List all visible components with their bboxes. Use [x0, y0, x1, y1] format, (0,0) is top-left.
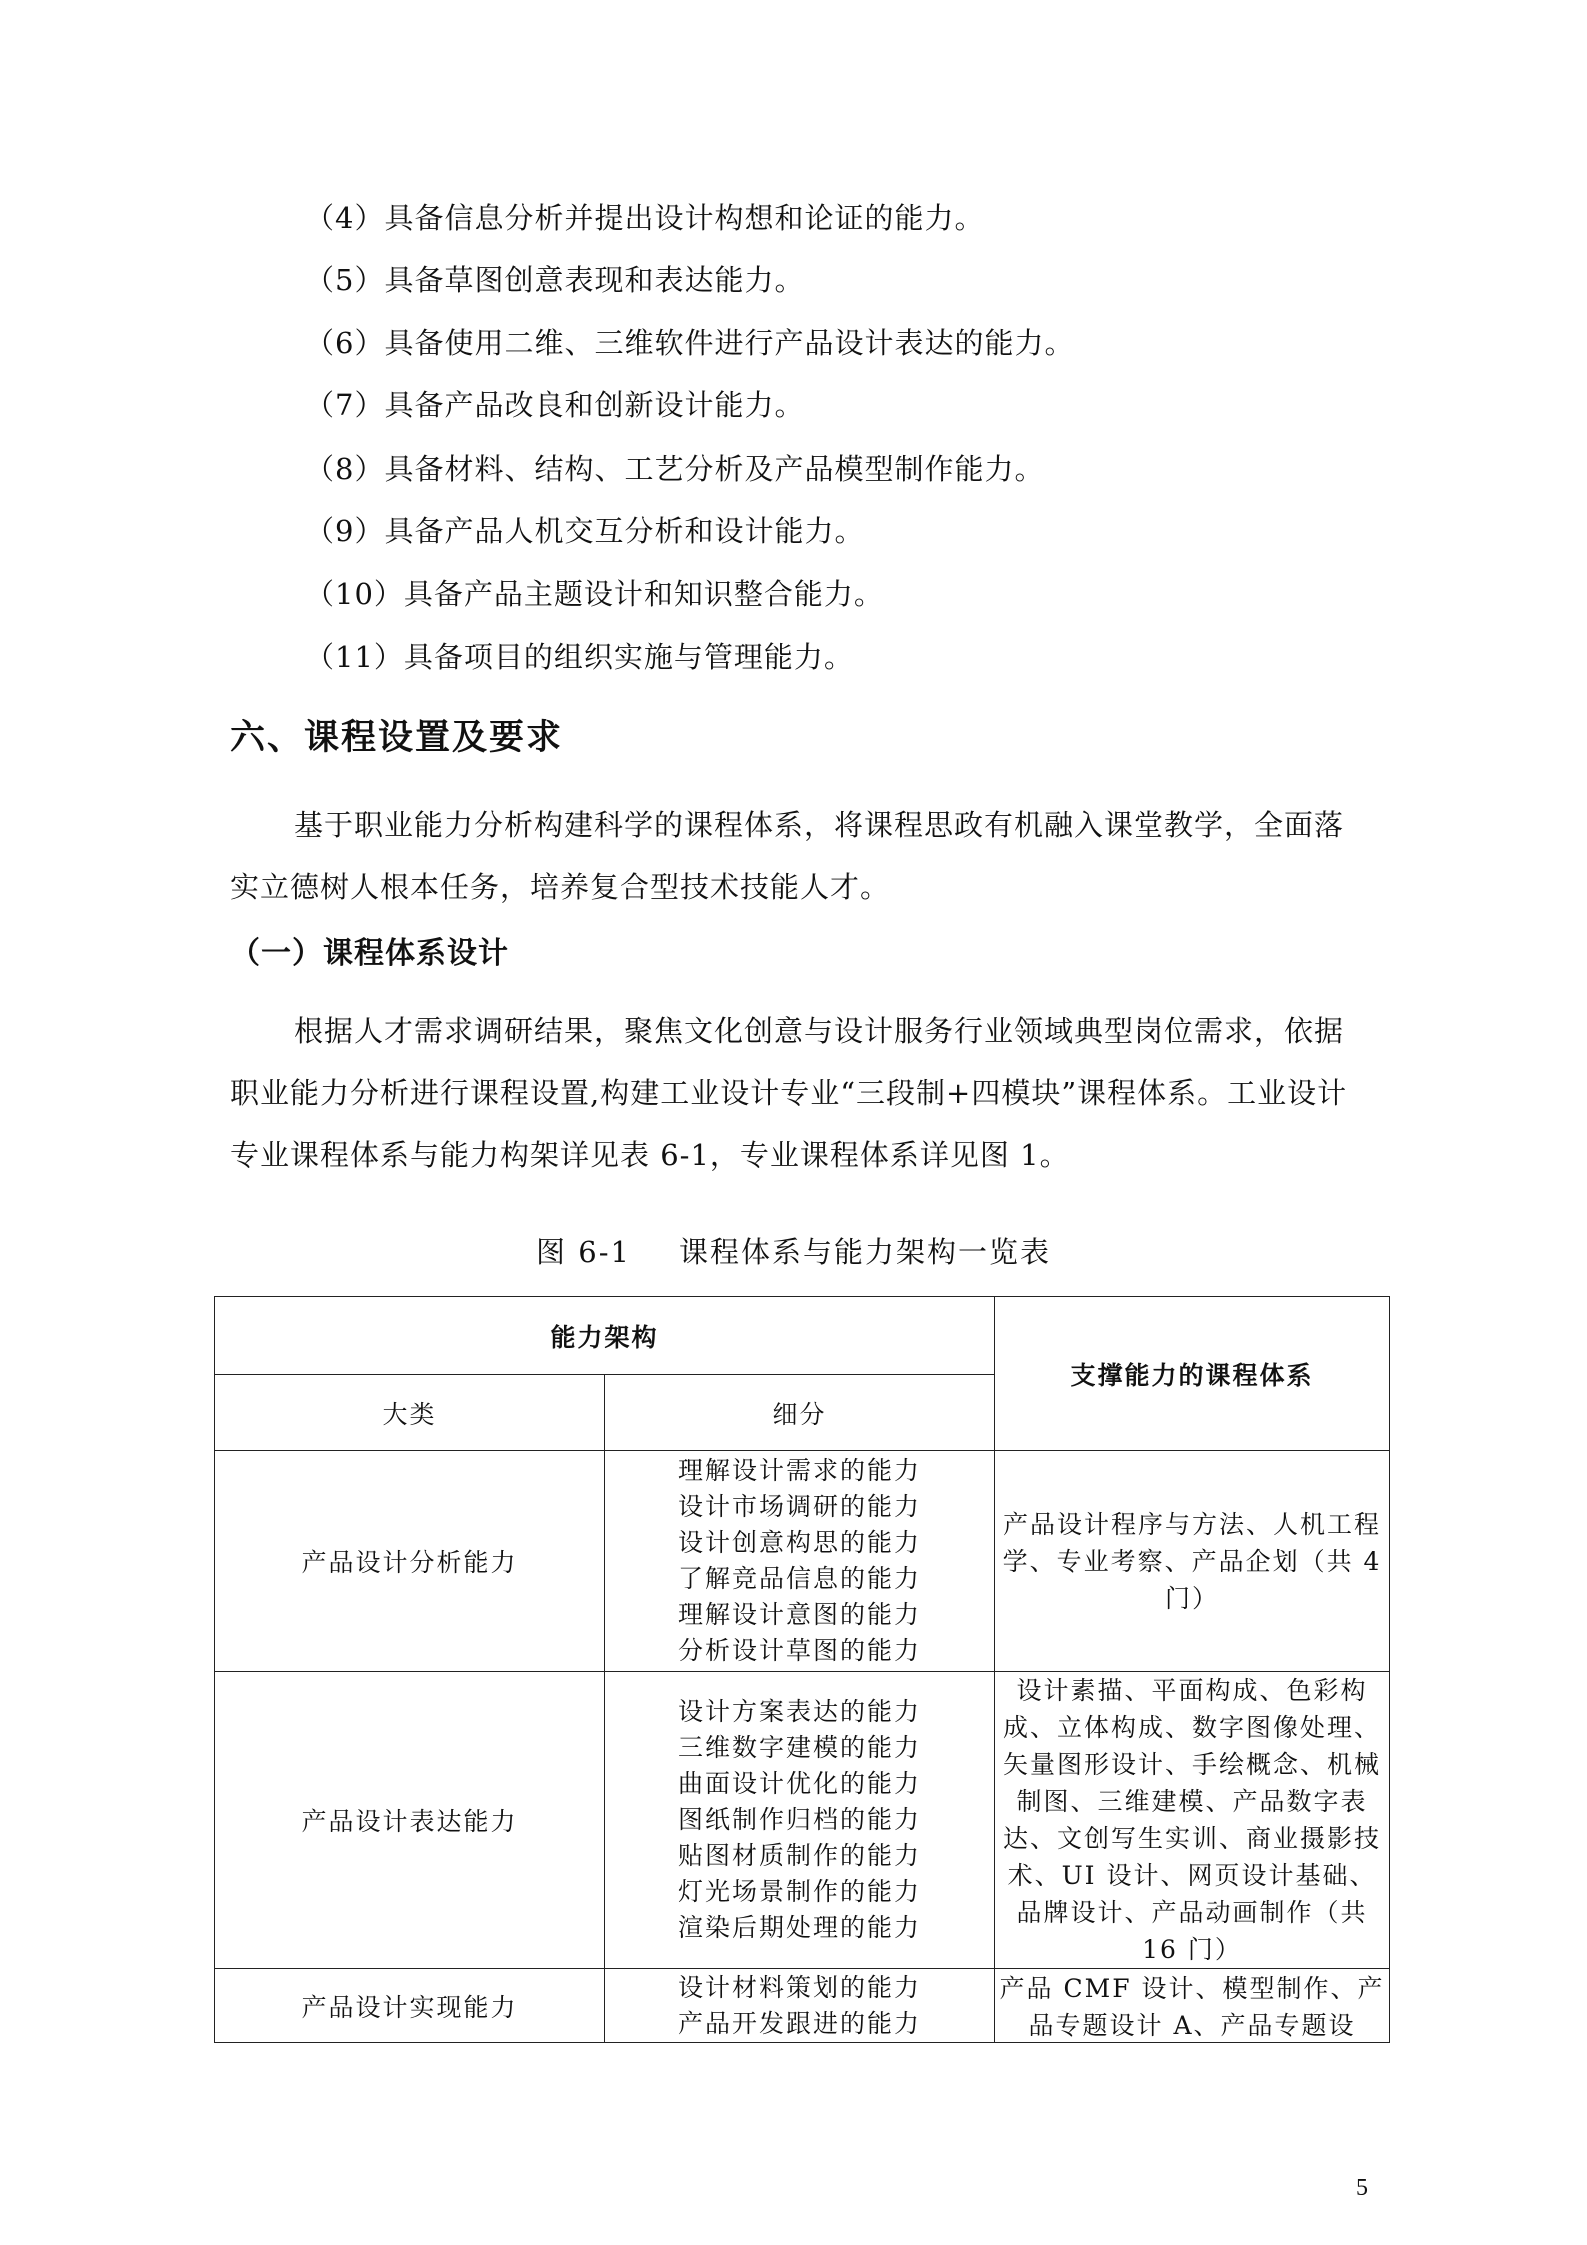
detail-item: 产品开发跟进的能力 — [678, 2008, 922, 2038]
list-item-5: （5）具备草图创意表现和表达能力。 — [305, 263, 805, 297]
row-details — [605, 1672, 995, 1969]
detail-item: 理解设计需求的能力 — [678, 1456, 922, 1485]
detail-item: 图纸制作归档的能力 — [678, 1805, 922, 1834]
table-caption — [0, 1230, 1587, 1271]
subsection-paragraph: 根据人才需求调研结果，聚焦文化创意与设计服务行业领域典型岗位需求，依据职业能力分析进行课程设置,构建工业设计专业“三段制+四模块”课程体系。工业设计专业课程体系与能力构架详见表 6-1，专业课程体系详见图 1。 — [230, 1014, 1348, 1172]
list-item-9: （9）具备产品人机交互分析和设计能力。 — [305, 514, 865, 548]
detail-item: 贴图材质制作的能力 — [678, 1841, 922, 1870]
table-row — [215, 1672, 1390, 1969]
list-item-4: （4）具备信息分析并提出设计构想和论证的能力。 — [305, 201, 985, 235]
list-item-10: （10）具备产品主题设计和知识整合能力。 — [305, 577, 884, 611]
detail-item: 灯光场景制作的能力 — [678, 1877, 922, 1906]
detail-item: 理解设计意图的能力 — [678, 1600, 922, 1629]
row-courses — [995, 1969, 1390, 2043]
detail-item: 三维数字建模的能力 — [678, 1733, 922, 1762]
header-supporting-courses: 支撑能力的课程体系 — [995, 1297, 1390, 1451]
row-category: 产品设计分析能力 — [215, 1451, 605, 1672]
row-category: 产品设计实现能力 — [215, 1969, 605, 2043]
header-detail: 细分 — [605, 1375, 995, 1451]
ability-course-table — [214, 1296, 1390, 2043]
section-title: 六、课程设置及要求 — [230, 718, 564, 758]
section-intro: 基于职业能力分析构建科学的课程体系，将课程思政有机融入课堂教学，全面落实立德树人根本任务，培养复合型技术技能人才。 — [230, 808, 1345, 904]
list-item-7: （7）具备产品改良和创新设计能力。 — [305, 388, 805, 422]
header-category: 大类 — [215, 1375, 605, 1451]
list-item-11: （11）具备项目的组织实施与管理能力。 — [305, 640, 854, 674]
header-ability-framework: 能力架构 — [215, 1297, 995, 1375]
detail-item: 渲染后期处理的能力 — [678, 1913, 922, 1942]
page-number: 5 — [1356, 2175, 1368, 2201]
row-details — [605, 1451, 995, 1672]
row-courses: 产品设计程序与方法、人机工程学、专业考察、产品企划（共 4门） — [995, 1451, 1390, 1672]
detail-item: 设计创意构思的能力 — [678, 1528, 922, 1557]
courses-text: 产品 CMF 设计、模型制作、产品专题设计 A、产品专题设 — [999, 1973, 1385, 2040]
detail-item: 曲面设计优化的能力 — [678, 1769, 922, 1798]
subsection-title: （一）课程体系设计 — [230, 936, 509, 971]
detail-item: 分析设计草图的能力 — [678, 1636, 922, 1665]
detail-item: 设计市场调研的能力 — [678, 1492, 922, 1521]
detail-list — [605, 1970, 994, 2042]
row-details — [605, 1969, 995, 2043]
caption-title: 课程体系与能力架构一览表 — [678, 1235, 1051, 1269]
detail-item: 设计方案表达的能力 — [678, 1697, 922, 1726]
caption-label: 图 6-1 — [536, 1235, 631, 1269]
row-category: 产品设计表达能力 — [215, 1672, 605, 1969]
list-item-6: （6）具备使用二维、三维软件进行产品设计表达的能力。 — [305, 326, 1075, 360]
table-row — [215, 1451, 1390, 1672]
detail-item: 了解竞品信息的能力 — [678, 1564, 922, 1593]
list-item-8: （8）具备材料、结构、工艺分析及产品模型制作能力。 — [305, 452, 1045, 486]
row-courses: 设计素描、平面构成、色彩构成、立体构成、数字图像处理、矢量图形设计、手绘概念、机械制图、三维建模、产品数字表达、文创写生实训、商业摄影技术、UI 设计、网页设计基础、品牌设计、产品动画制作（共 16 门） — [995, 1672, 1390, 1969]
detail-item: 设计材料策划的能力 — [678, 1972, 922, 2002]
table-row — [215, 1969, 1390, 2043]
